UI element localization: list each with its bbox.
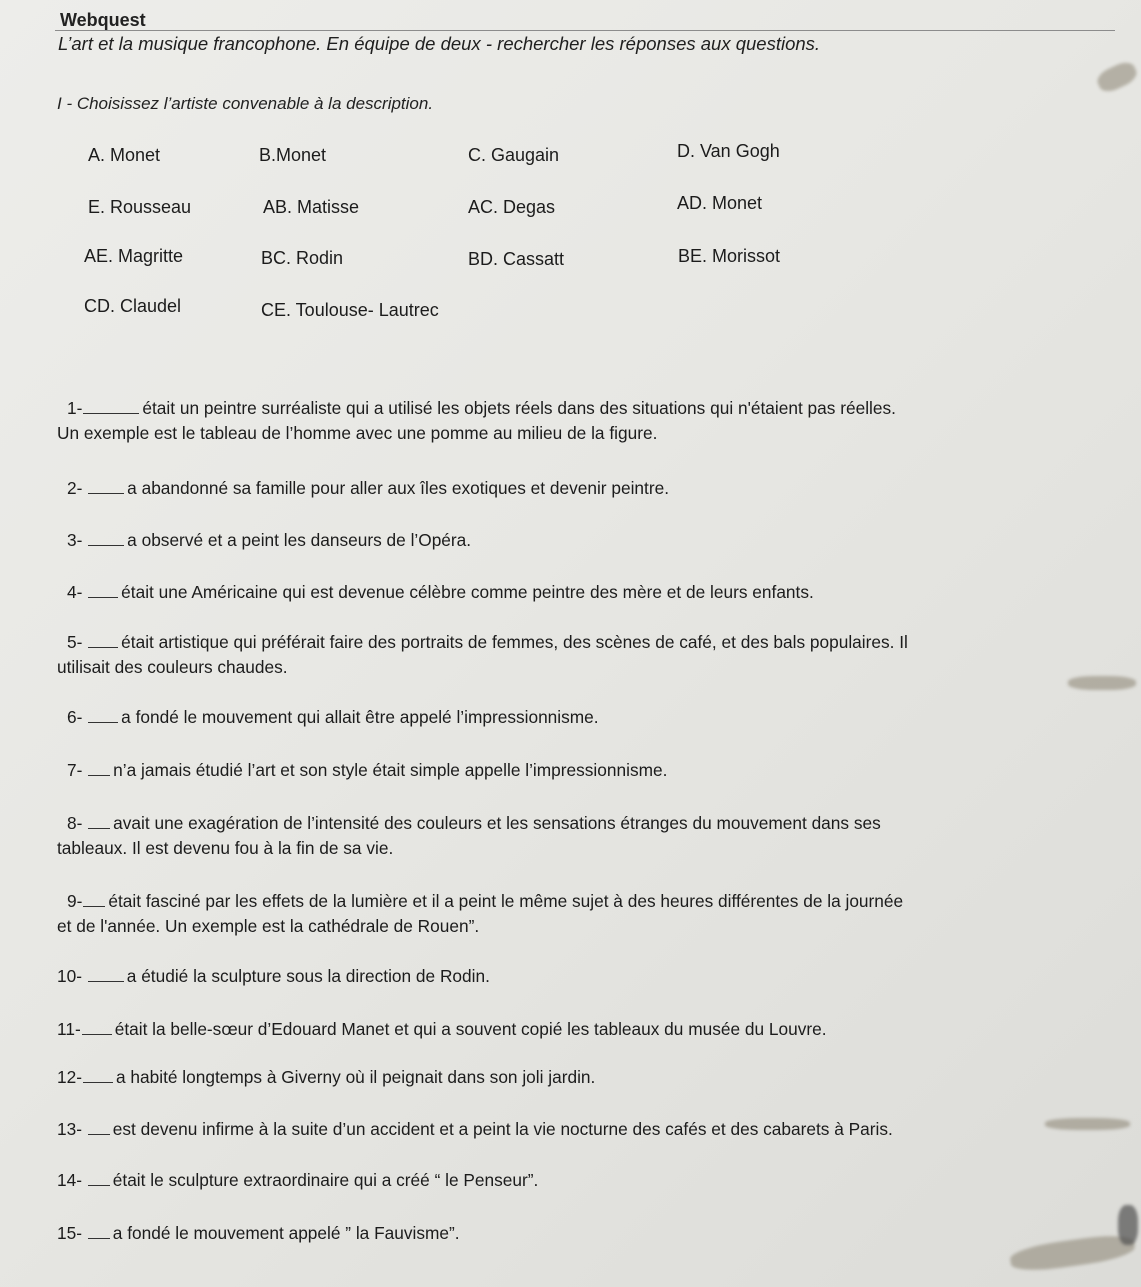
choice-bc: BC. Rodin [261, 248, 344, 268]
question-number: 7- [67, 760, 88, 780]
choice-ac: AC. Degas [468, 197, 556, 217]
answer-blank[interactable] [88, 1222, 110, 1239]
question-text: a abandonné sa famille pour aller aux îles exotiques et devenir peintre. [127, 478, 669, 498]
question-number: 2- [67, 478, 88, 498]
question-3 [67, 528, 471, 553]
choice-be: BE. Morissot [678, 246, 781, 266]
question-continuation: et de l'année. Un exemple est la cathédrale de Rouen”. [57, 916, 480, 936]
answer-blank[interactable] [88, 1169, 110, 1186]
question-number: 1- [67, 398, 83, 418]
question-number: 12- [57, 1067, 82, 1087]
worksheet-subtitle: L’art et la musique francophone. En équipe de deux - rechercher les réponses aux questions. [58, 33, 821, 54]
answer-blank[interactable] [88, 759, 110, 776]
choice-b: B.Monet [259, 145, 327, 165]
binder-ring-shadow [1068, 676, 1136, 690]
choice-ab: AB. Matisse [263, 197, 360, 217]
question-number: 10- [57, 966, 87, 986]
binder-ring-shadow [1045, 1118, 1130, 1130]
question-text: était une Américaine qui est devenue célèbre comme peintre des mère et de leurs enfants. [121, 582, 814, 602]
question-text: était le sculpture extraordinaire qui a créé “ le Penseur”. [112, 1170, 539, 1190]
answer-blank[interactable] [82, 1018, 112, 1035]
question-11 [57, 1017, 827, 1042]
question-text: a étudié la sculpture sous la direction de Rodin. [126, 966, 490, 986]
question-text: était artistique qui préférait faire des portraits de femmes, des scènes de café, et des bals populaires. Il [121, 632, 908, 652]
question-number: 3- [67, 530, 88, 550]
choice-e: E. Rousseau [88, 197, 192, 217]
question-text: n’a jamais étudié l’art et son style était simple appelle l’impressionnisme. [113, 760, 668, 780]
question-15 [57, 1221, 460, 1246]
answer-blank[interactable] [88, 581, 118, 598]
question-continuation: tableaux. Il est devenu fou à la fin de sa vie. [57, 838, 394, 858]
question-7 [67, 758, 667, 783]
question-text: est devenu infirme à la suite d’un accident et a peint la vie nocturne des cafés et des cabarets à Paris. [112, 1119, 893, 1139]
question-continuation: utilisait des couleurs chaudes. [57, 657, 288, 677]
answer-blank[interactable] [88, 529, 124, 546]
answer-blank[interactable] [88, 812, 110, 829]
question-number: 5- [67, 632, 88, 652]
binder-ring-shadow [1094, 59, 1140, 96]
choice-ad: AD. Monet [677, 193, 763, 213]
choice-a: A. Monet [88, 145, 161, 165]
question-text: avait une exagération de l’intensité des couleurs et les sensations étranges du mouvement dans ses [113, 813, 881, 833]
question-5 [57, 630, 908, 680]
answer-blank[interactable] [88, 631, 118, 648]
choice-bd: BD. Cassatt [468, 249, 565, 269]
question-13 [57, 1117, 893, 1142]
binder-ring-shadow [1118, 1205, 1138, 1245]
question-number: 15- [57, 1223, 87, 1243]
choice-ce: CE. Toulouse- Lautrec [261, 300, 439, 320]
question-4 [67, 580, 814, 605]
choice-d: D. Van Gogh [677, 141, 780, 161]
question-1 [57, 396, 896, 446]
question-number: 4- [67, 582, 88, 602]
answer-blank[interactable] [88, 477, 124, 494]
question-14 [57, 1168, 538, 1193]
answer-blank[interactable] [88, 706, 118, 723]
section-heading: I - Choisissez l’artiste convenable à la description. [57, 94, 434, 113]
answer-blank[interactable] [83, 1066, 113, 1083]
question-text: était fasciné par les effets de la lumière et il a peint le même sujet à des heures différentes de la journée [108, 891, 904, 911]
question-12 [57, 1065, 595, 1090]
question-number: 8- [67, 813, 88, 833]
worksheet-title: Webquest [60, 10, 146, 30]
answer-blank[interactable] [88, 965, 124, 982]
choice-cd: CD. Claudel [84, 296, 182, 316]
question-text: était la belle-sœur d’Edouard Manet et qui a souvent copié les tableaux du musée du Louvre. [114, 1019, 827, 1039]
question-text: a habité longtemps à Giverny où il peignait dans son joli jardin. [115, 1067, 596, 1087]
answer-blank[interactable] [88, 1118, 110, 1135]
question-6 [67, 705, 599, 730]
question-number: 14- [57, 1170, 87, 1190]
question-text: a fondé le mouvement appelé ” la Fauvisme”. [112, 1223, 460, 1243]
question-number: 6- [67, 707, 88, 727]
question-text: a fondé le mouvement qui allait être appelé l’impressionnisme. [121, 707, 599, 727]
answer-blank[interactable] [83, 397, 139, 414]
question-number: 11- [57, 1019, 81, 1039]
question-number: 13- [57, 1119, 87, 1139]
question-continuation: Un exemple est le tableau de l’homme avec une pomme au milieu de la figure. [57, 423, 658, 443]
choice-ae: AE. Magritte [84, 246, 184, 266]
question-10 [57, 964, 490, 989]
binder-ring-shadow [1009, 1231, 1136, 1274]
answer-blank[interactable] [83, 890, 105, 907]
question-text: était un peintre surréaliste qui a utilisé les objets réels dans des situations qui n'étaient pas réelles. [142, 398, 896, 418]
question-8 [57, 811, 881, 861]
question-2 [67, 476, 669, 501]
question-text: a observé et a peint les danseurs de l’Opéra. [127, 530, 472, 550]
choice-c: C. Gaugain [468, 145, 560, 165]
question-9 [57, 889, 904, 939]
title-rule [55, 30, 1115, 31]
question-number: 9- [67, 891, 83, 911]
